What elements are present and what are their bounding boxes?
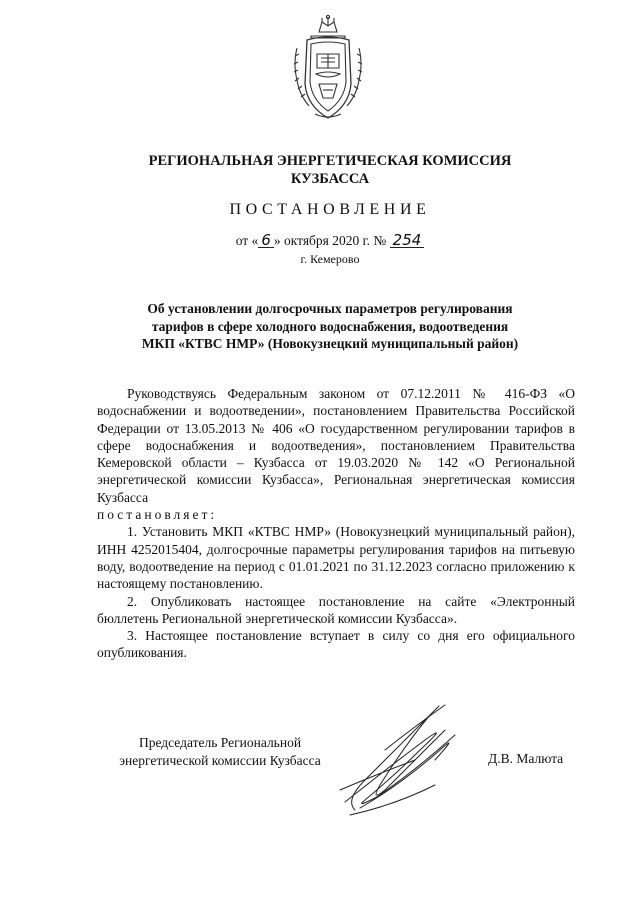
date-month-year: » октября 2020 г. № — [273, 233, 387, 248]
item-2-paragraph: 2. Опубликовать настоящее постановление на сайте «Электронный бюллетень Региональной энергетической комиссии Кузбасса». — [97, 593, 575, 626]
subject-line-2: тарифов в сфере холодного водоснабжения, водоотведения — [151, 318, 509, 334]
document-subject — [80, 300, 580, 353]
item-1-paragraph: 1. Установить МКП «КТВС НМР» (Новокузнецкий муниципальный район), ИНН 4252015404, долгосрочные параметры регулирования тарифов на питьевую воду, водоотведение на период с 01.01.2021 по 31.12.2023 согласно приложению к настоящему постановлению. — [97, 524, 575, 592]
date-line — [60, 233, 600, 249]
signatory-title — [95, 734, 345, 769]
org-line-1: РЕГИОНАЛЬНАЯ ЭНЕРГЕТИЧЕСКАЯ КОМИССИЯ — [148, 153, 512, 169]
preamble-paragraph: Руководствуясь Федеральным законом от 07.12.2011 № 416-ФЗ «О водоснабжении и водоотведении», постановлением Правительства Российской Федерации от 13.05.2013 № 406 «О государственном регулировании тарифов в сфере водоснабжения и водоотведения», постановлением Правительства Кемеровской области – Кузбасса от 19.03.2020 № 142 «О Региональной энергетической комиссии Кузбасса», Региональная энергетическая комиссия Кузбасса — [97, 386, 575, 505]
document-number-handwritten: 254 — [390, 233, 425, 248]
document-body — [97, 385, 575, 662]
city: г. Кемерово — [300, 252, 360, 266]
date-day-handwritten: 6 — [258, 233, 274, 248]
item-3-paragraph: 3. Настоящее постановление вступает в силу со дня его официального опубликования. — [97, 628, 575, 661]
coat-of-arms-emblem — [289, 14, 367, 122]
organization-name — [60, 152, 600, 188]
signatory-name: Д.В. Малюта — [488, 751, 564, 766]
org-line-2: КУЗБАССА — [290, 171, 370, 187]
subject-line-1: Об установлении долгосрочных параметров регулирования — [147, 301, 513, 316]
handwritten-signature — [325, 690, 475, 820]
signatory-title-line-2: энергетической комиссии Кузбасса — [119, 752, 321, 768]
resolves-word: постановляет: — [97, 507, 218, 523]
signatory-title-line-1: Председатель Региональной — [138, 735, 302, 750]
document-type: ПОСТАНОВЛЕНИЕ — [229, 201, 431, 218]
subject-line-3: МКП «КТВС НМР» (Новокузнецкий муниципальный район) — [141, 336, 519, 351]
date-prefix: от « — [235, 233, 259, 248]
